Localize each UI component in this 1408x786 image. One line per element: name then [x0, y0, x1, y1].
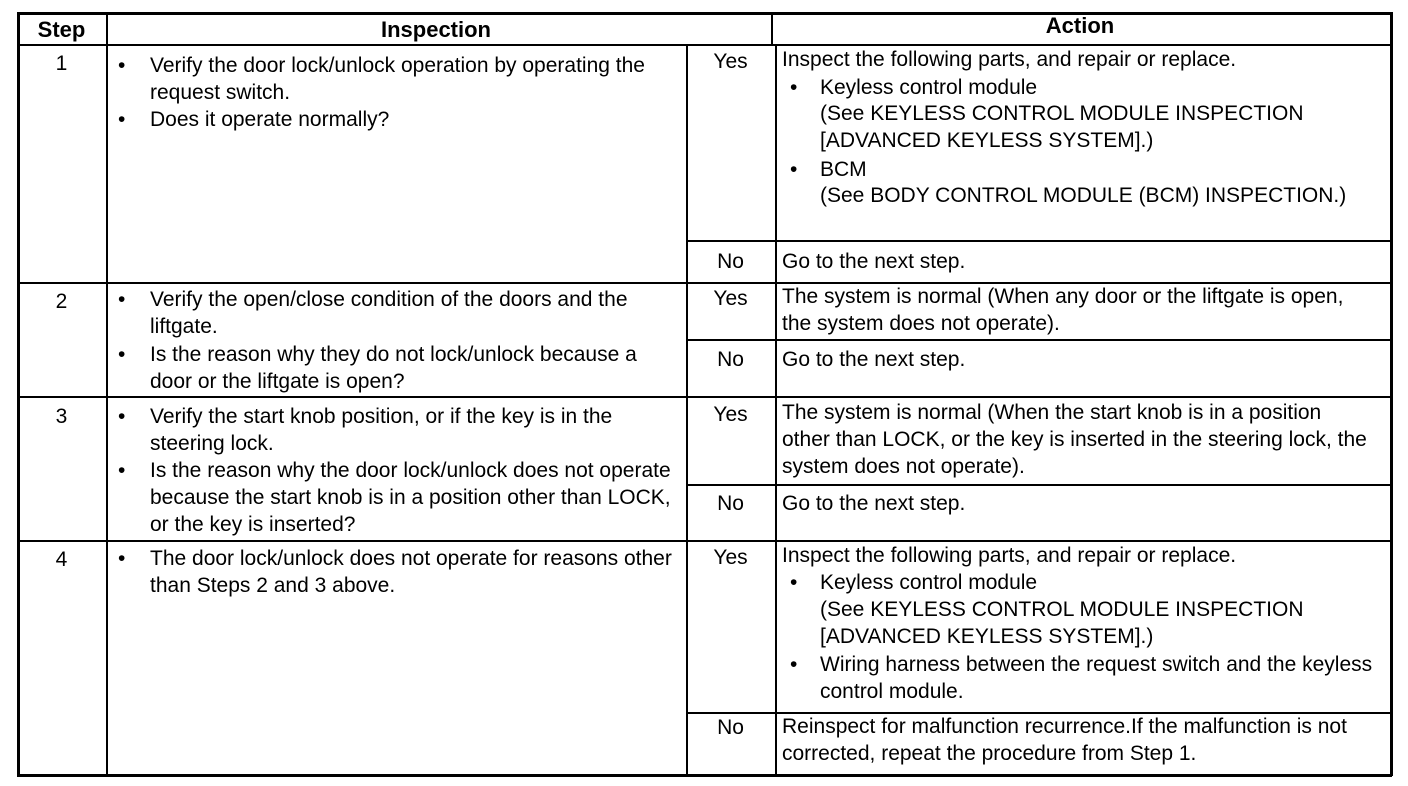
step-number: 2	[55, 290, 68, 313]
table-border-bottom	[17, 774, 1392, 777]
yes-label: Yes	[713, 546, 748, 569]
header-step: Step	[37, 17, 86, 42]
yes-action-intro: Inspect the following parts, and repair or replace.	[782, 544, 1237, 567]
yes-action-intro: Inspect the following parts, and repair or replace.	[782, 48, 1237, 71]
bullet-icon: •	[118, 343, 126, 366]
action-part-name: Wiring harness between the request switch and the keyless control module.	[820, 653, 1373, 703]
bullet-icon: •	[790, 571, 798, 594]
action-part-name: BCM	[820, 158, 867, 181]
table-border-left	[17, 12, 20, 776]
column-divider-step	[106, 12, 108, 776]
action-part-reference: (See BODY CONTROL MODULE (BCM) INSPECTION.)	[820, 184, 1347, 207]
row-divider-3	[17, 396, 1392, 398]
bullet-icon: •	[790, 158, 798, 181]
inspection-item: Verify the start knob position, or if the key is in the steering lock.	[150, 405, 613, 455]
step-number: 3	[55, 405, 68, 428]
bullet-icon: •	[118, 54, 126, 77]
action-part-reference: (See KEYLESS CONTROL MODULE INSPECTION [ADVANCED KEYLESS SYSTEM].)	[820, 598, 1304, 648]
no-action: Reinspect for malfunction recurrence.If the malfunction is not corrected, repeat the procedure from Step 1.	[782, 715, 1347, 765]
bullet-icon: •	[118, 108, 126, 131]
header-inspection: Inspection	[380, 17, 491, 42]
no-label: No	[717, 250, 744, 273]
action-part-reference: (See KEYLESS CONTROL MODULE INSPECTION [ADVANCED KEYLESS SYSTEM].)	[820, 102, 1304, 152]
inspection-item: Does it operate normally?	[150, 108, 390, 131]
no-action: Go to the next step.	[782, 348, 966, 371]
no-action: Go to the next step.	[782, 492, 966, 515]
action-part-name: Keyless control module	[820, 76, 1038, 99]
bullet-icon: •	[118, 547, 126, 570]
bullet-icon: •	[790, 653, 798, 676]
bullet-icon: •	[118, 459, 126, 482]
no-label: No	[717, 492, 744, 515]
yes-action: The system is normal (When the start knob is in a position other than LOCK, or the key is inserted in the steering lock, the system does not operate).	[782, 401, 1367, 478]
step-number: 1	[55, 52, 68, 75]
column-divider-action	[775, 44, 777, 776]
inspection-item: Is the reason why the door lock/unlock does not operate because the start knob is in a position other than LOCK, or the key is inserted?	[150, 459, 671, 536]
yes-action: The system is normal (When any door or the liftgate is open, the system does not operate).	[782, 285, 1344, 335]
step-number: 4	[55, 548, 68, 571]
column-divider-action-header	[771, 12, 773, 44]
yes-no-divider-1	[686, 240, 1392, 242]
yes-label: Yes	[713, 403, 748, 426]
header-action: Action	[1045, 13, 1115, 38]
inspection-item: Verify the door lock/unlock operation by operating the request switch.	[150, 54, 645, 104]
no-label: No	[717, 716, 744, 739]
no-label: No	[717, 348, 744, 371]
yes-no-divider-2	[686, 339, 1392, 341]
bullet-icon: •	[118, 288, 126, 311]
bullet-icon: •	[118, 405, 126, 428]
yes-no-divider-3	[686, 484, 1392, 486]
yes-label: Yes	[713, 287, 748, 310]
inspection-item: Verify the open/close condition of the doors and the liftgate.	[150, 288, 628, 338]
table-border-right	[1390, 12, 1393, 776]
action-part-name: Keyless control module	[820, 571, 1038, 594]
yes-label: Yes	[713, 50, 748, 73]
inspection-item: The door lock/unlock does not operate for reasons other than Steps 2 and 3 above.	[150, 547, 672, 597]
inspection-item: Is the reason why they do not lock/unlock because a door or the liftgate is open?	[150, 343, 637, 393]
no-action: Go to the next step.	[782, 250, 966, 273]
bullet-icon: •	[790, 76, 798, 99]
